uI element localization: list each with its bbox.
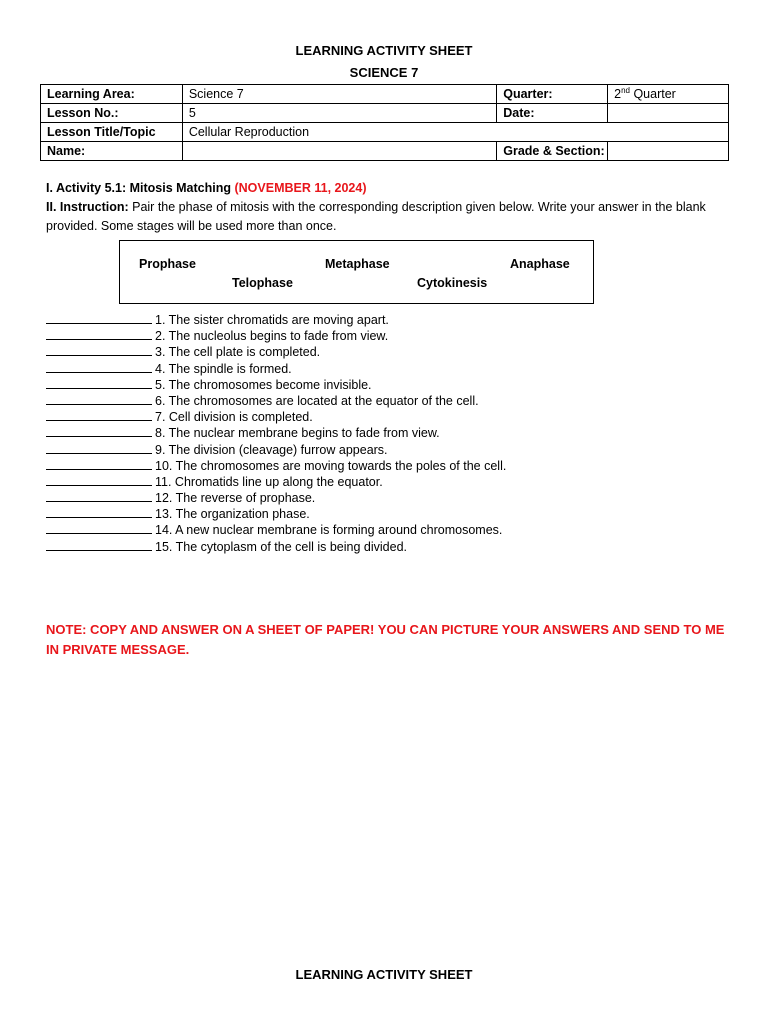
activity-date: (NOVEMBER 11, 2024) (234, 181, 367, 195)
answer-blank[interactable] (46, 459, 152, 470)
answer-blank[interactable] (46, 426, 152, 437)
list-item (46, 328, 726, 344)
answer-blank[interactable] (46, 507, 152, 518)
choice-metaphase: Metaphase (325, 257, 390, 271)
grade-section-label: Grade & Section: (497, 142, 608, 161)
footer-title: LEARNING ACTIVITY SHEET (295, 967, 473, 982)
activity-heading (46, 179, 726, 198)
answer-blank[interactable] (46, 313, 152, 324)
list-item (46, 458, 726, 474)
question-text: 9. The division (cleavage) furrow appears. (155, 442, 388, 457)
table-row (41, 85, 729, 104)
question-text: 4. The spindle is formed. (155, 361, 292, 376)
date-field[interactable] (608, 104, 729, 123)
note-text: NOTE: COPY AND ANSWER ON A SHEET OF PAPER! YOU CAN PICTURE YOUR ANSWERS AND SEND TO ME IN PRIVATE MESSAGE. (46, 622, 725, 657)
question-text: 2. The nucleolus begins to fade from view. (155, 329, 389, 344)
quarter-suffix: nd (621, 86, 630, 96)
list-item (46, 377, 726, 393)
instruction-label: II. Instruction: (46, 200, 129, 214)
name-field[interactable] (182, 142, 496, 161)
quarter-label: Quarter: (497, 85, 608, 104)
question-list (46, 312, 726, 555)
list-item (46, 539, 726, 555)
lesson-title-label: Lesson Title/Topic (41, 123, 183, 142)
instruction-text: Pair the phase of mitosis with the corresponding description given below. Write your answer in the blank provided. Some stages will be used more than once. (46, 200, 706, 233)
date-label: Date: (497, 104, 608, 123)
answer-blank[interactable] (46, 475, 152, 486)
lesson-no-value: 5 (182, 104, 496, 123)
list-item (46, 522, 726, 538)
activity-title: I. Activity 5.1: Mitosis Matching (46, 181, 231, 195)
answer-blank[interactable] (46, 491, 152, 502)
quarter-text: Quarter (629, 87, 676, 102)
learning-area-value: Science 7 (182, 85, 496, 104)
lesson-info-table (40, 84, 729, 161)
choice-cytokinesis: Cytokinesis (417, 276, 488, 290)
answer-blank[interactable] (46, 345, 152, 356)
answer-blank[interactable] (46, 394, 152, 405)
choice-prophase: Prophase (139, 257, 196, 271)
question-text: 15. The cytoplasm of the cell is being divided. (155, 539, 407, 554)
answer-blank[interactable] (46, 362, 152, 373)
list-item (46, 409, 726, 425)
list-item (46, 474, 726, 490)
question-text: 13. The organization phase. (155, 507, 310, 522)
list-item (46, 344, 726, 360)
question-text: 1. The sister chromatids are moving apart. (155, 313, 389, 327)
choice-telophase: Telophase (232, 276, 293, 290)
list-item (46, 425, 726, 441)
learning-area-label: Learning Area: (41, 85, 183, 104)
list-item (46, 506, 726, 522)
page-title: LEARNING ACTIVITY SHEET (295, 43, 473, 58)
quarter-value (608, 85, 729, 104)
question-text: 10. The chromosomes are moving towards the poles of the cell. (155, 458, 507, 473)
table-row (41, 104, 729, 123)
list-item (46, 312, 726, 328)
question-text: 5. The chromosomes become invisible. (155, 377, 372, 392)
page-subtitle: SCIENCE 7 (349, 65, 419, 80)
answer-blank[interactable] (46, 443, 152, 454)
question-text: 6. The chromosomes are located at the equator of the cell. (155, 393, 479, 408)
question-text: 11. Chromatids line up along the equator. (155, 474, 383, 489)
answer-blank[interactable] (46, 378, 152, 389)
quarter-number: 2 (614, 87, 622, 102)
answer-blank[interactable] (46, 540, 152, 551)
answer-blank[interactable] (46, 410, 152, 421)
list-item (46, 361, 726, 377)
table-row (41, 123, 729, 142)
answer-blank[interactable] (46, 329, 152, 340)
table-row (41, 142, 729, 161)
lesson-no-label: Lesson No.: (41, 104, 183, 123)
question-text: 3. The cell plate is completed. (155, 345, 321, 360)
question-text: 14. A new nuclear membrane is forming around chromosomes. (155, 523, 503, 538)
lesson-title-value: Cellular Reproduction (182, 123, 728, 142)
question-text: 8. The nuclear membrane begins to fade from view. (155, 426, 440, 441)
list-item (46, 490, 726, 506)
list-item (46, 442, 726, 458)
name-label: Name: (41, 142, 183, 161)
list-item (46, 393, 726, 409)
question-text: 7. Cell division is completed. (155, 410, 313, 425)
choice-anaphase: Anaphase (510, 257, 570, 271)
question-text: 12. The reverse of prophase. (155, 491, 316, 506)
choices-box (119, 240, 594, 304)
answer-blank[interactable] (46, 523, 152, 534)
instruction-paragraph (46, 198, 726, 236)
grade-section-field[interactable] (608, 142, 729, 161)
